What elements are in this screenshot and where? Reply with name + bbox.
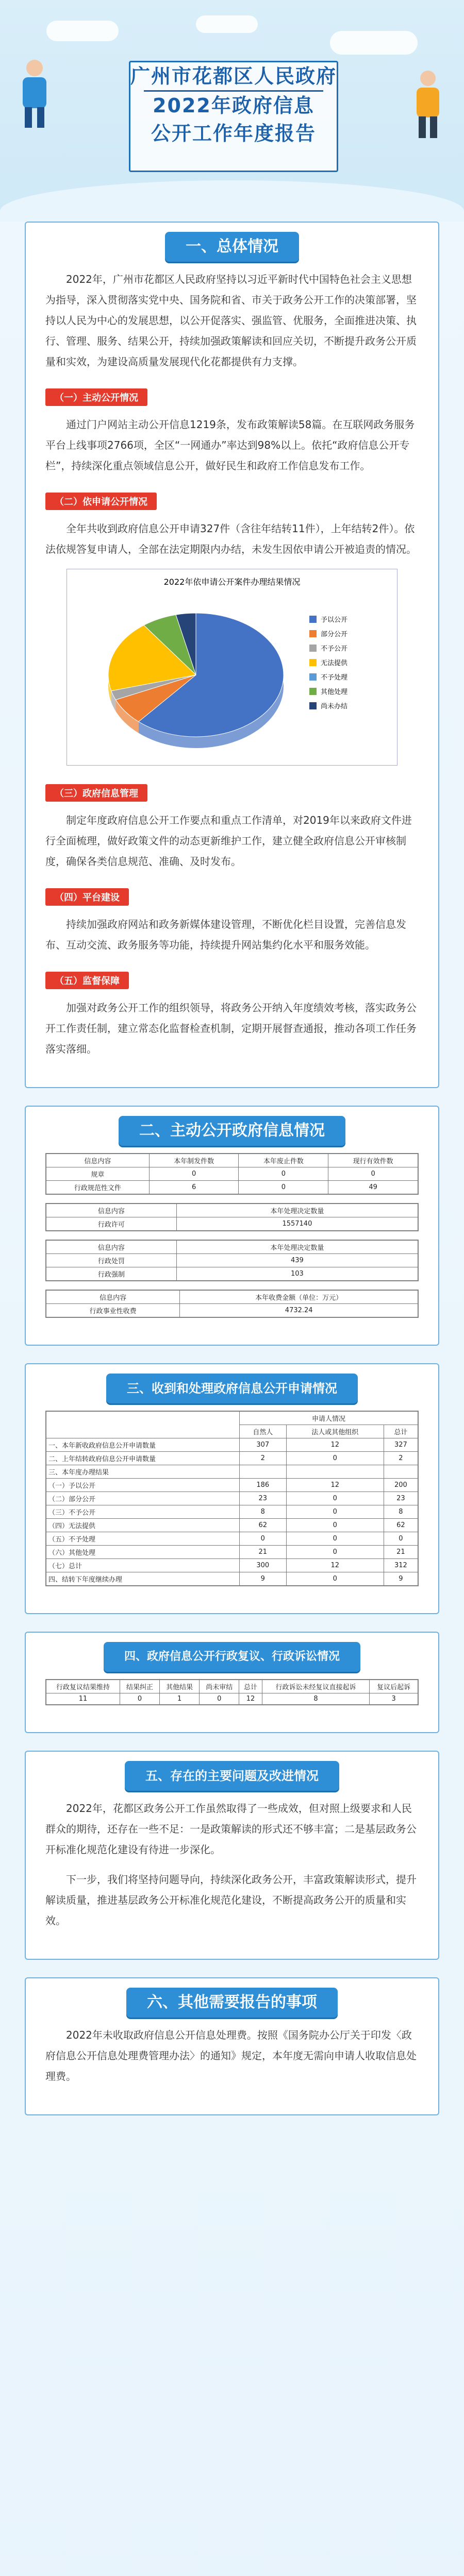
subheading-platform: （四）平台建设: [45, 888, 129, 906]
section-heading: 一、总体情况: [165, 232, 299, 262]
table-row: [46, 1452, 418, 1465]
application-result-chart: [67, 569, 397, 766]
table-header: 本年废止件数: [239, 1154, 328, 1167]
row-label: （五）不予处理: [46, 1532, 240, 1546]
cell-value: 0: [286, 1492, 384, 1505]
section-active-disclosure: [25, 1106, 439, 1346]
chart-title: 2022年依申请公开案件办理结果情况: [163, 577, 301, 587]
table-header: 信息内容: [46, 1154, 150, 1167]
cell-value: 0: [286, 1519, 384, 1532]
problems-text: 2022年，花都区政务公开工作虽然取得了一些成效，但对照上级要求和人民群众的期待，还存在一些不足：一是政策解读的形式还不够丰富；二是基层政务公开标准化规范化建设有待进一步深化。: [45, 1802, 417, 1856]
overview-intro: 2022年，广州市花都区人民政府坚持以习近平新时代中国特色社会主义思想为指导，深入贯彻落实党中央、国务院和省、市关于政务公开工作的决策部署，坚持以人民为中心的发展思想，以公开促落实、强监管、优服务，全面推进决策、执行、管理、服务、结果公开，持续加强政策解读和回应关切，不断提升政务公开质量和实效，为建设高质量发展现代化花都提供有力支撑。: [45, 273, 417, 368]
legend-swatch: [309, 688, 317, 695]
table-header: 结果纠正: [120, 1680, 159, 1693]
table-header: 本年制发件数: [149, 1154, 239, 1167]
legend-swatch: [309, 659, 317, 666]
person-illustration-left: [11, 57, 58, 129]
cell-value: 2: [239, 1452, 286, 1465]
table-header: 复议后起诉: [370, 1680, 418, 1693]
cell-value: [239, 1465, 286, 1479]
cell-value: 2: [384, 1452, 418, 1465]
cell-value: 300: [239, 1559, 286, 1572]
other-matters-text: 2022年未收取政府信息公开信息处理费。按照《国务院办公厅关于印发〈政府信息公开信息处理费管理办法〉的通知》规定，本年度无需向申请人收取信息处理费。: [45, 2029, 417, 2082]
cell-value: 0: [120, 1693, 159, 1705]
section-heading: 三、收到和处理政府信息公开申请情况: [106, 1374, 358, 1403]
row-label: 二、上年结转政府信息公开申请数量: [46, 1452, 240, 1465]
legend-swatch: [309, 630, 317, 637]
legend-label: 尚未办结: [321, 703, 348, 710]
row-label: （六）其他处理: [46, 1546, 240, 1559]
cell-value: 23: [239, 1492, 286, 1505]
table-row: [46, 1532, 418, 1546]
application-table: [46, 1411, 418, 1586]
table-header: 尚未审结: [200, 1680, 239, 1693]
table-row: [46, 1505, 418, 1519]
row-label: （三）不予公开: [46, 1505, 240, 1519]
table-row: 规章 0 0 0: [46, 1167, 418, 1181]
row-label: （四）无法提供: [46, 1519, 240, 1532]
cell-value: 307: [239, 1438, 286, 1452]
table-header: 申请人情况: [239, 1412, 418, 1425]
table-row: [46, 1693, 418, 1705]
legend-label: 无法提供: [321, 659, 348, 667]
row-label: （一）予以公开: [46, 1479, 240, 1492]
cell-value: 12: [286, 1479, 384, 1492]
pie-chart-svg: [67, 569, 397, 765]
cell-value: 0: [239, 1532, 286, 1546]
cell-value: 0: [286, 1452, 384, 1465]
cell-value: [384, 1465, 418, 1479]
legend-label: 予以公开: [321, 616, 348, 624]
cell-value: 21: [239, 1546, 286, 1559]
cell-value: 23: [384, 1492, 418, 1505]
table-row: 行政规范性文件 6 0 49: [46, 1181, 418, 1194]
subheading-info-management: （三）政府信息管理: [45, 784, 147, 802]
legend-label: 不予处理: [321, 674, 348, 682]
table-row: [46, 1559, 418, 1572]
cell-value: 8: [262, 1693, 370, 1705]
table-row: [46, 1438, 418, 1452]
table-row: 行政事业性收费 4732.24: [46, 1304, 418, 1317]
supervision-text: 加强对政务公开工作的组织领导，将政务公开纳入年度绩效考核，落实政务公开工作责任制，建立常态化监督检查机制，定期开展督查通报，推动各项工作任务落实落细。: [45, 1002, 417, 1055]
cell-value: 0: [286, 1546, 384, 1559]
report-title-box: [129, 61, 338, 172]
legend-swatch: [309, 616, 317, 623]
cell-value: 21: [384, 1546, 418, 1559]
section-heading: 六、其他需要报告的事项: [126, 1988, 338, 2018]
legend-label: 不予公开: [321, 645, 348, 653]
cell-value: 62: [239, 1519, 286, 1532]
section-heading: 四、政府信息公开行政复议、行政诉讼情况: [104, 1642, 360, 1672]
cell-value: 327: [384, 1438, 418, 1452]
cell-value: 8: [384, 1505, 418, 1519]
legend-swatch: [309, 645, 317, 652]
table-row: 行政许可 1557140: [46, 1217, 418, 1231]
legend-swatch: [309, 673, 317, 681]
table-row: 行政处罚 439: [46, 1254, 418, 1267]
active-disclosure-text: 通过门户网站主动公开信息1219条，发布政策解读58篇。在互联网政务服务平台上线事项2766项，全区“一网通办”率达到98%以上。依托“政府信息公开专栏”，持续深化重点领域信息公开，做好民生和政府工作信息发布工作。: [45, 418, 415, 472]
table-header: 行政复议结果维持: [46, 1680, 120, 1693]
row-label: （七）总计: [46, 1559, 240, 1572]
hero-banner: [0, 0, 464, 222]
row-label: 一、本年新收政府信息公开申请数量: [46, 1438, 240, 1452]
legend-label: 部分公开: [321, 631, 348, 638]
table-header: 行政诉讼未经复议直接起诉: [262, 1680, 370, 1693]
table-header: 自然人: [239, 1425, 286, 1438]
title-line-2: 2022年政府信息: [153, 94, 314, 117]
license-table: 信息内容 本年处理决定数量 行政许可 1557140: [46, 1204, 418, 1231]
cell-value: 3: [370, 1693, 418, 1705]
cell-value: 0: [286, 1572, 384, 1586]
platform-text: 持续加强政府网站和政务新媒体建设管理，不断优化栏目设置，完善信息发布、互动交流、政务服务等功能，持续提升网站集约化水平和服务效能。: [45, 918, 406, 951]
cell-value: 0: [286, 1505, 384, 1519]
table-row: [46, 1572, 418, 1586]
cell-value: 62: [384, 1519, 418, 1532]
row-label: 三、本年度办理结果: [46, 1465, 240, 1479]
table-row: 行政强制 103: [46, 1267, 418, 1281]
legend-label: 其他处理: [321, 688, 348, 696]
table-row: [46, 1546, 418, 1559]
section-problems: [25, 1751, 439, 1960]
title-line-3: 公开工作年度报告: [151, 122, 316, 145]
table-header: 总计: [384, 1425, 418, 1438]
table-header: 总计: [239, 1680, 262, 1693]
row-label: （二）部分公开: [46, 1492, 240, 1505]
cell-value: 312: [384, 1559, 418, 1572]
cell-value: 12: [286, 1438, 384, 1452]
person-illustration-right: [407, 67, 449, 139]
table-header: 其他结果: [160, 1680, 200, 1693]
row-label: 四、结转下年度继续办理: [46, 1572, 240, 1586]
cell-value: 0: [286, 1532, 384, 1546]
subheading-supervision: （五）监督保障: [45, 972, 129, 989]
penalty-table: 信息内容 本年处理决定数量 行政处罚 439 行政强制 103: [46, 1240, 418, 1281]
table-row: [46, 1465, 418, 1479]
table-row: [46, 1519, 418, 1532]
cell-value: 12: [286, 1559, 384, 1572]
cell-value: 12: [239, 1693, 262, 1705]
table-row: [46, 1492, 418, 1505]
cell-value: 186: [239, 1479, 286, 1492]
fee-table: 信息内容 本年收费金额（单位：万元） 行政事业性收费 4732.24: [46, 1290, 418, 1317]
title-line-1: 广州市花都区人民政府: [130, 65, 337, 88]
subheading-active-disclosure: （一）主动公开情况: [45, 388, 147, 406]
improvement-text: 下一步，我们将坚持问题导向，持续深化政务公开，丰富政策解读形式，提升解读质量，推进基层政务公开标准化规范化建设，不断提高政务公开的质量和实效。: [45, 1873, 417, 1927]
table-header: 现行有效件数: [328, 1154, 418, 1167]
cell-value: 11: [46, 1693, 120, 1705]
table-row: [46, 1479, 418, 1492]
regulation-table: [46, 1154, 418, 1194]
section-other-matters: [25, 1977, 439, 2115]
subheading-application: （二）依申请公开情况: [45, 493, 157, 510]
cell-value: 9: [239, 1572, 286, 1586]
section-heading: 二、主动公开政府信息情况: [119, 1116, 345, 1146]
section-applications: [25, 1363, 439, 1614]
cell-value: 0: [384, 1532, 418, 1546]
review-table: [46, 1680, 418, 1705]
cell-value: 0: [200, 1693, 239, 1705]
section-review-litigation: [25, 1632, 439, 1733]
table-header: 法人或其他组织: [286, 1425, 384, 1438]
cell-value: 9: [384, 1572, 418, 1586]
application-text: 全年共收到政府信息公开申请327件（含往年结转11件），上年结转2件）。依法依规答复申请人，全部在法定期限内办结，未发生因依申请公开被追责的情况。: [45, 522, 417, 555]
cell-value: [286, 1465, 384, 1479]
info-management-text: 制定年度政府信息公开工作要点和重点工作清单，对2019年以来政府文件进行全面梳理，做好政策文件的动态更新维护工作，建立健全政府信息公开审核制度，确保各类信息规范、准确、及时发布。: [45, 814, 412, 868]
section-heading: 五、存在的主要问题及改进情况: [125, 1761, 339, 1791]
section-overview: [25, 222, 439, 1088]
cell-value: 8: [239, 1505, 286, 1519]
cell-value: 200: [384, 1479, 418, 1492]
cell-value: 1: [160, 1693, 200, 1705]
legend-swatch: [309, 702, 317, 709]
